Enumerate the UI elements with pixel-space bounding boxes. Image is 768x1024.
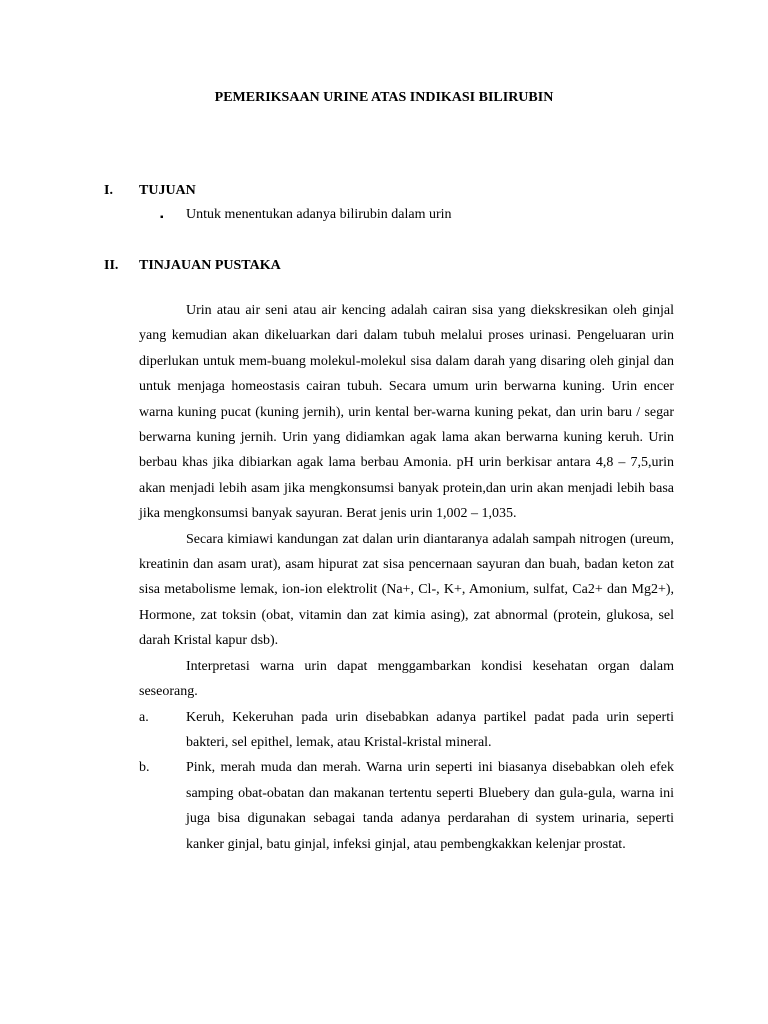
paragraph-urine-definition: Urin atau air seni atau air kencing adalah cairan sisa yang diekskresikan oleh ginjal yang kemudian akan dikeluarkan dari dalam tubuh melalui proses urinasi. Pengeluaran urin diperlukan untuk mem-buang molekul-molekul sisa dalam darah yang disaring oleh ginjal dan untuk menjaga homeostasis cairan tubuh. Secara umum urin berwarna kuning. Urin encer warna kuning pucat (kuning jernih), urin kental ber-warna kuning pekat, dan urin baru / segar berwarna kuning jernih. Urin yang didiamkan agak lama akan berwarna kuning keruh. Urin berbau khas jika dibiarkan agak lama berbau Amonia. pH urin berkisar antara 4,8 – 7,5,urin akan menjadi lebih asam jika mengkonsumsi banyak protein,dan urin akan menjadi lebih basa jika mengkonsumsi banyak sayuran. Berat jenis urin 1,002 – 1,035. [139, 303, 674, 522]
paragraph-urine-chemistry: Secara kimiawi kandungan zat dalan urin diantaranya adalah sampah nitrogen (ureum, kreatinin dan asam urat), asam hipurat zat sisa pencernaan sayuran dan buah, badan keton zat sisa metabolisme lemak, ion-ion elektrolit (Na+, Cl-, K+, Amonium, sulfat, Ca2+ dan Mg2+), Hormone, zat toksin (obat, vitamin dan zat kimia asing), zat abnormal (protein, glukosa, sel darah Kristal kapur dsb). [139, 531, 674, 649]
literature-review-body [139, 298, 674, 857]
section-1-heading: TUJUAN [139, 183, 196, 198]
list-item-text: Pink, merah muda dan merah. Warna urin seperti ini biasanya disebabkan oleh efek samping obat-obatan dan makanan tertentu seperti Bluebery dan gula-gula, warna ini juga bisa digunakan sebagai tanda adanya perdarahan di system urinaria, seperti kanker ginjal, batu ginjal, infeksi ginjal, atau pembengkakkan kelenjar prostat. [186, 760, 674, 852]
urine-color-list [139, 705, 674, 857]
objective-bullet: Untuk menentukan adanya bilirubin dalam urin [186, 207, 452, 222]
list-item [139, 705, 674, 756]
section-2-heading: TINJAUAN PUSTAKA [139, 258, 281, 273]
bullet-icon: ▪ [160, 212, 164, 223]
list-marker: b. [139, 760, 150, 776]
section-2-number: II. [104, 258, 119, 273]
list-item [139, 755, 674, 857]
document-title: PEMERIKSAAN URINE ATAS INDIKASI BILIRUBIN [214, 90, 554, 105]
section-1-number: I. [104, 183, 113, 198]
list-item-text: Keruh, Kekeruhan pada urin disebabkan adanya partikel padat pada urin seperti bakteri, sel epithel, lemak, atau Kristal-kristal mineral. [186, 709, 674, 750]
list-marker: a. [139, 709, 149, 725]
paragraph-urine-color-intro: Interpretasi warna urin dapat menggambarkan kondisi kesehatan organ dalam seseorang. [139, 658, 674, 700]
